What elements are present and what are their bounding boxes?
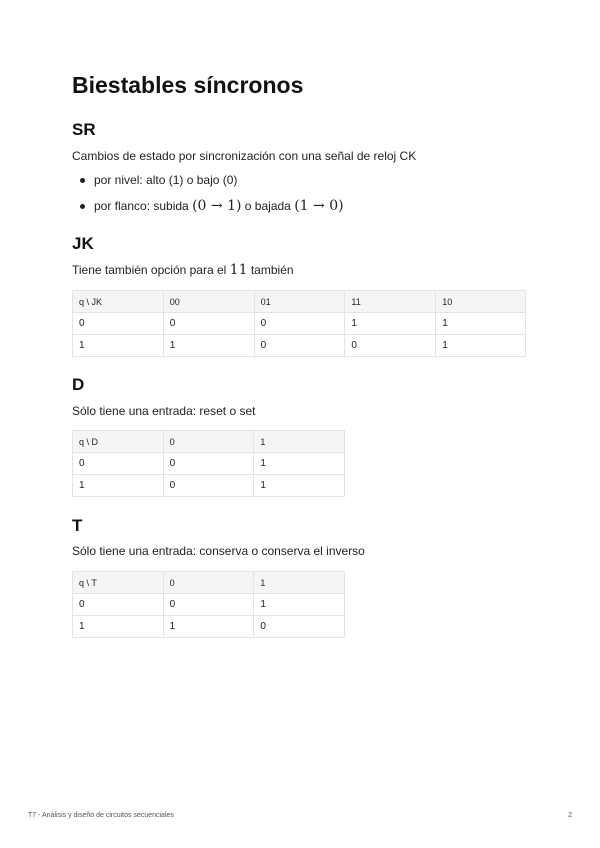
intro-text: también (250, 263, 294, 277)
table-cell: 0 (254, 313, 345, 335)
table-header-cell: 00 (163, 291, 254, 313)
table-cell: 1 (345, 313, 436, 335)
table-row (73, 335, 526, 357)
bullet-text: por nivel: alto (1) o bajo (0) (94, 173, 238, 187)
table-header-cell: 1 (254, 572, 345, 594)
table-cell: 0 (163, 475, 254, 497)
bullet-text: o bajada (244, 199, 291, 213)
table-header-row (73, 431, 345, 453)
section-heading-t: T (72, 516, 83, 535)
list-item (72, 198, 344, 224)
d-intro: Sólo tiene una entrada: reset o set (72, 404, 256, 418)
table-cell: 1 (254, 453, 345, 475)
jk-intro (72, 262, 294, 278)
table-header-cell: q \ T (73, 572, 164, 594)
math-expression: (0 → 1) (192, 198, 242, 214)
bullet-icon (80, 178, 85, 183)
table-header-cell: 1 (254, 431, 345, 453)
table-cell: 1 (73, 616, 164, 638)
table-header-cell: 01 (254, 291, 345, 313)
table-row (73, 475, 345, 497)
table-cell: 1 (163, 616, 254, 638)
table-row (73, 594, 345, 616)
section-heading-sr: SR (72, 120, 96, 139)
table-header-row (73, 291, 526, 313)
table-cell: 0 (73, 453, 164, 475)
table-cell: 1 (73, 475, 164, 497)
bullet-text: por flanco: subida (94, 199, 189, 213)
table-cell: 1 (254, 594, 345, 616)
t-truth-table (72, 571, 345, 638)
table-header-cell: q \ JK (73, 291, 164, 313)
table-header-cell: 11 (345, 291, 436, 313)
jk-truth-table (72, 290, 526, 357)
table-row (73, 616, 345, 638)
table-header-cell: q \ D (73, 431, 164, 453)
table-header-cell: 10 (436, 291, 526, 313)
math-expression: (1 → 0) (294, 198, 344, 214)
section-heading-jk: JK (72, 234, 94, 253)
table-cell: 1 (163, 335, 254, 357)
table-cell: 0 (345, 335, 436, 357)
footer-document-title: T7 - Análisis y diseño de circuitos secuenciales (28, 812, 174, 819)
section-heading-d: D (72, 375, 85, 394)
table-row (73, 313, 526, 335)
table-cell: 0 (73, 594, 164, 616)
table-cell: 1 (436, 313, 526, 335)
table-cell: 1 (73, 335, 164, 357)
table-cell: 0 (254, 335, 345, 357)
intro-text: Tiene también opción para el (72, 263, 227, 277)
table-header-cell: 0 (163, 572, 254, 594)
footer-page-number: 2 (568, 812, 572, 819)
d-truth-table (72, 430, 345, 497)
math-expression: 11 (229, 262, 248, 278)
table-header-cell: 0 (163, 431, 254, 453)
table-cell: 0 (163, 453, 254, 475)
table-cell: 1 (254, 475, 345, 497)
page-title: Biestables síncronos (72, 72, 304, 98)
table-cell: 0 (163, 313, 254, 335)
table-cell: 1 (436, 335, 526, 357)
table-cell: 0 (73, 313, 164, 335)
sr-bullet-list (72, 172, 344, 224)
table-cell: 0 (163, 594, 254, 616)
table-header-row (73, 572, 345, 594)
sr-intro: Cambios de estado por sincronización con una señal de reloj CK (72, 149, 417, 163)
bullet-icon (80, 204, 85, 209)
table-row (73, 453, 345, 475)
table-cell: 0 (254, 616, 345, 638)
t-intro: Sólo tiene una entrada: conserva o conserva el inverso (72, 544, 365, 558)
list-item (72, 172, 344, 198)
